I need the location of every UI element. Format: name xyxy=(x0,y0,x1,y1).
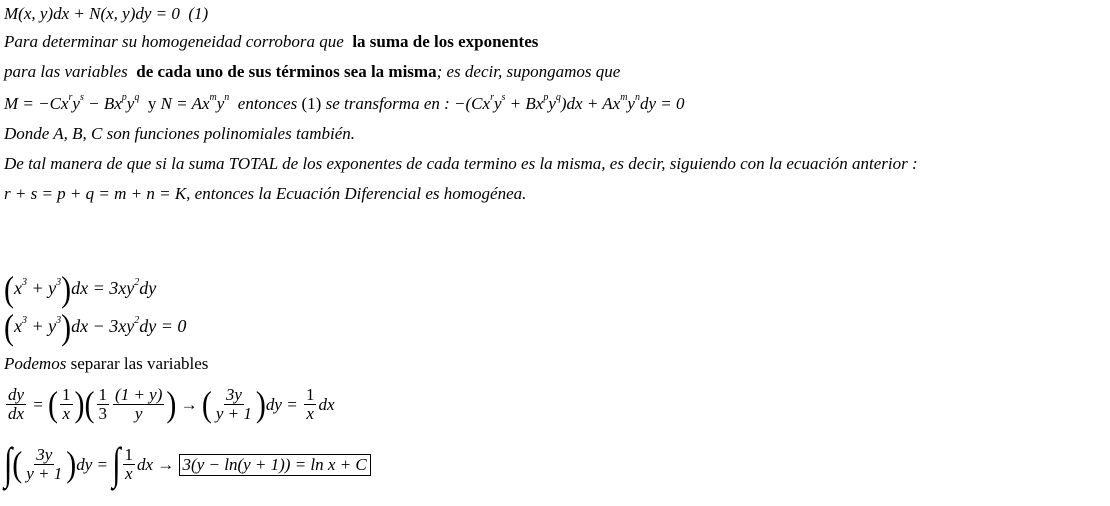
theory-line-4: $M = -Cx^ry^s - Bx^py^q$ y $N = Ax^my^n$ entonces (1) se transforma en : $-(Cx^ry^s + Bx^py^q)dx + Ax^my^ndy = 0$ xyxy=(4,92,685,113)
eq1-text: M xyxy=(4,4,19,23)
theory-line-5: Donde A, B, C son funciones polinomiales también. xyxy=(4,124,355,143)
theory-line-7: r + s = p + q = m + n = K, entonces la Ecuación Diferencial es homogénea. xyxy=(4,184,527,203)
example-eq-2: $(x^3 + y^3)dx - 3xy^2dy = 0$ xyxy=(4,307,187,348)
separate-variables-text xyxy=(4,354,208,374)
theory-bold-text: de cada uno de sus términos sea la misma xyxy=(136,62,437,81)
theory-text: Para determinar su homogeneidad corrobora que xyxy=(4,32,344,51)
theory-text: ; es decir, supongamos que xyxy=(436,62,621,81)
theory-line-2 xyxy=(4,32,538,52)
equation-general-form: M(x, y)dx + N(x, y)dy = 0 (1) xyxy=(4,4,209,23)
example-text: Podemos xyxy=(4,354,67,373)
example-eq-3: $\frac{dy}{dx}$ = ( $\frac{1}{x}$ )( $\frac{1}{3}$ $\frac{(1 + y)}{y}$ ) → ( $\frac{3y}{y + 1}$ )dy = $\frac{1}{x}$ dx xyxy=(8,384,335,424)
final-result-box: 3(y − ln(y + 1)) = ln x + C xyxy=(179,454,371,476)
theory-text: para las variables xyxy=(4,62,128,81)
theory-line-6: De tal manera de que si la suma TOTAL de los exponentes de cada termino es la misma, es decir, siguiendo con la ecuación anterior : xyxy=(4,154,918,173)
example-text: separar las variables xyxy=(70,354,209,373)
example-eq-1: $(x^3 + y^3)dx = 3xy^2dy$ xyxy=(4,269,157,310)
theory-bold-text: la suma de los exponentes xyxy=(352,32,539,51)
example-eq-4: ∫( $\frac{3y}{y + 1}$ )dy = ∫ $\frac{1}{x}$ dx → 3(y − ln(y + 1)) = ln x + C xyxy=(4,446,371,483)
theory-line-3 xyxy=(4,62,620,82)
